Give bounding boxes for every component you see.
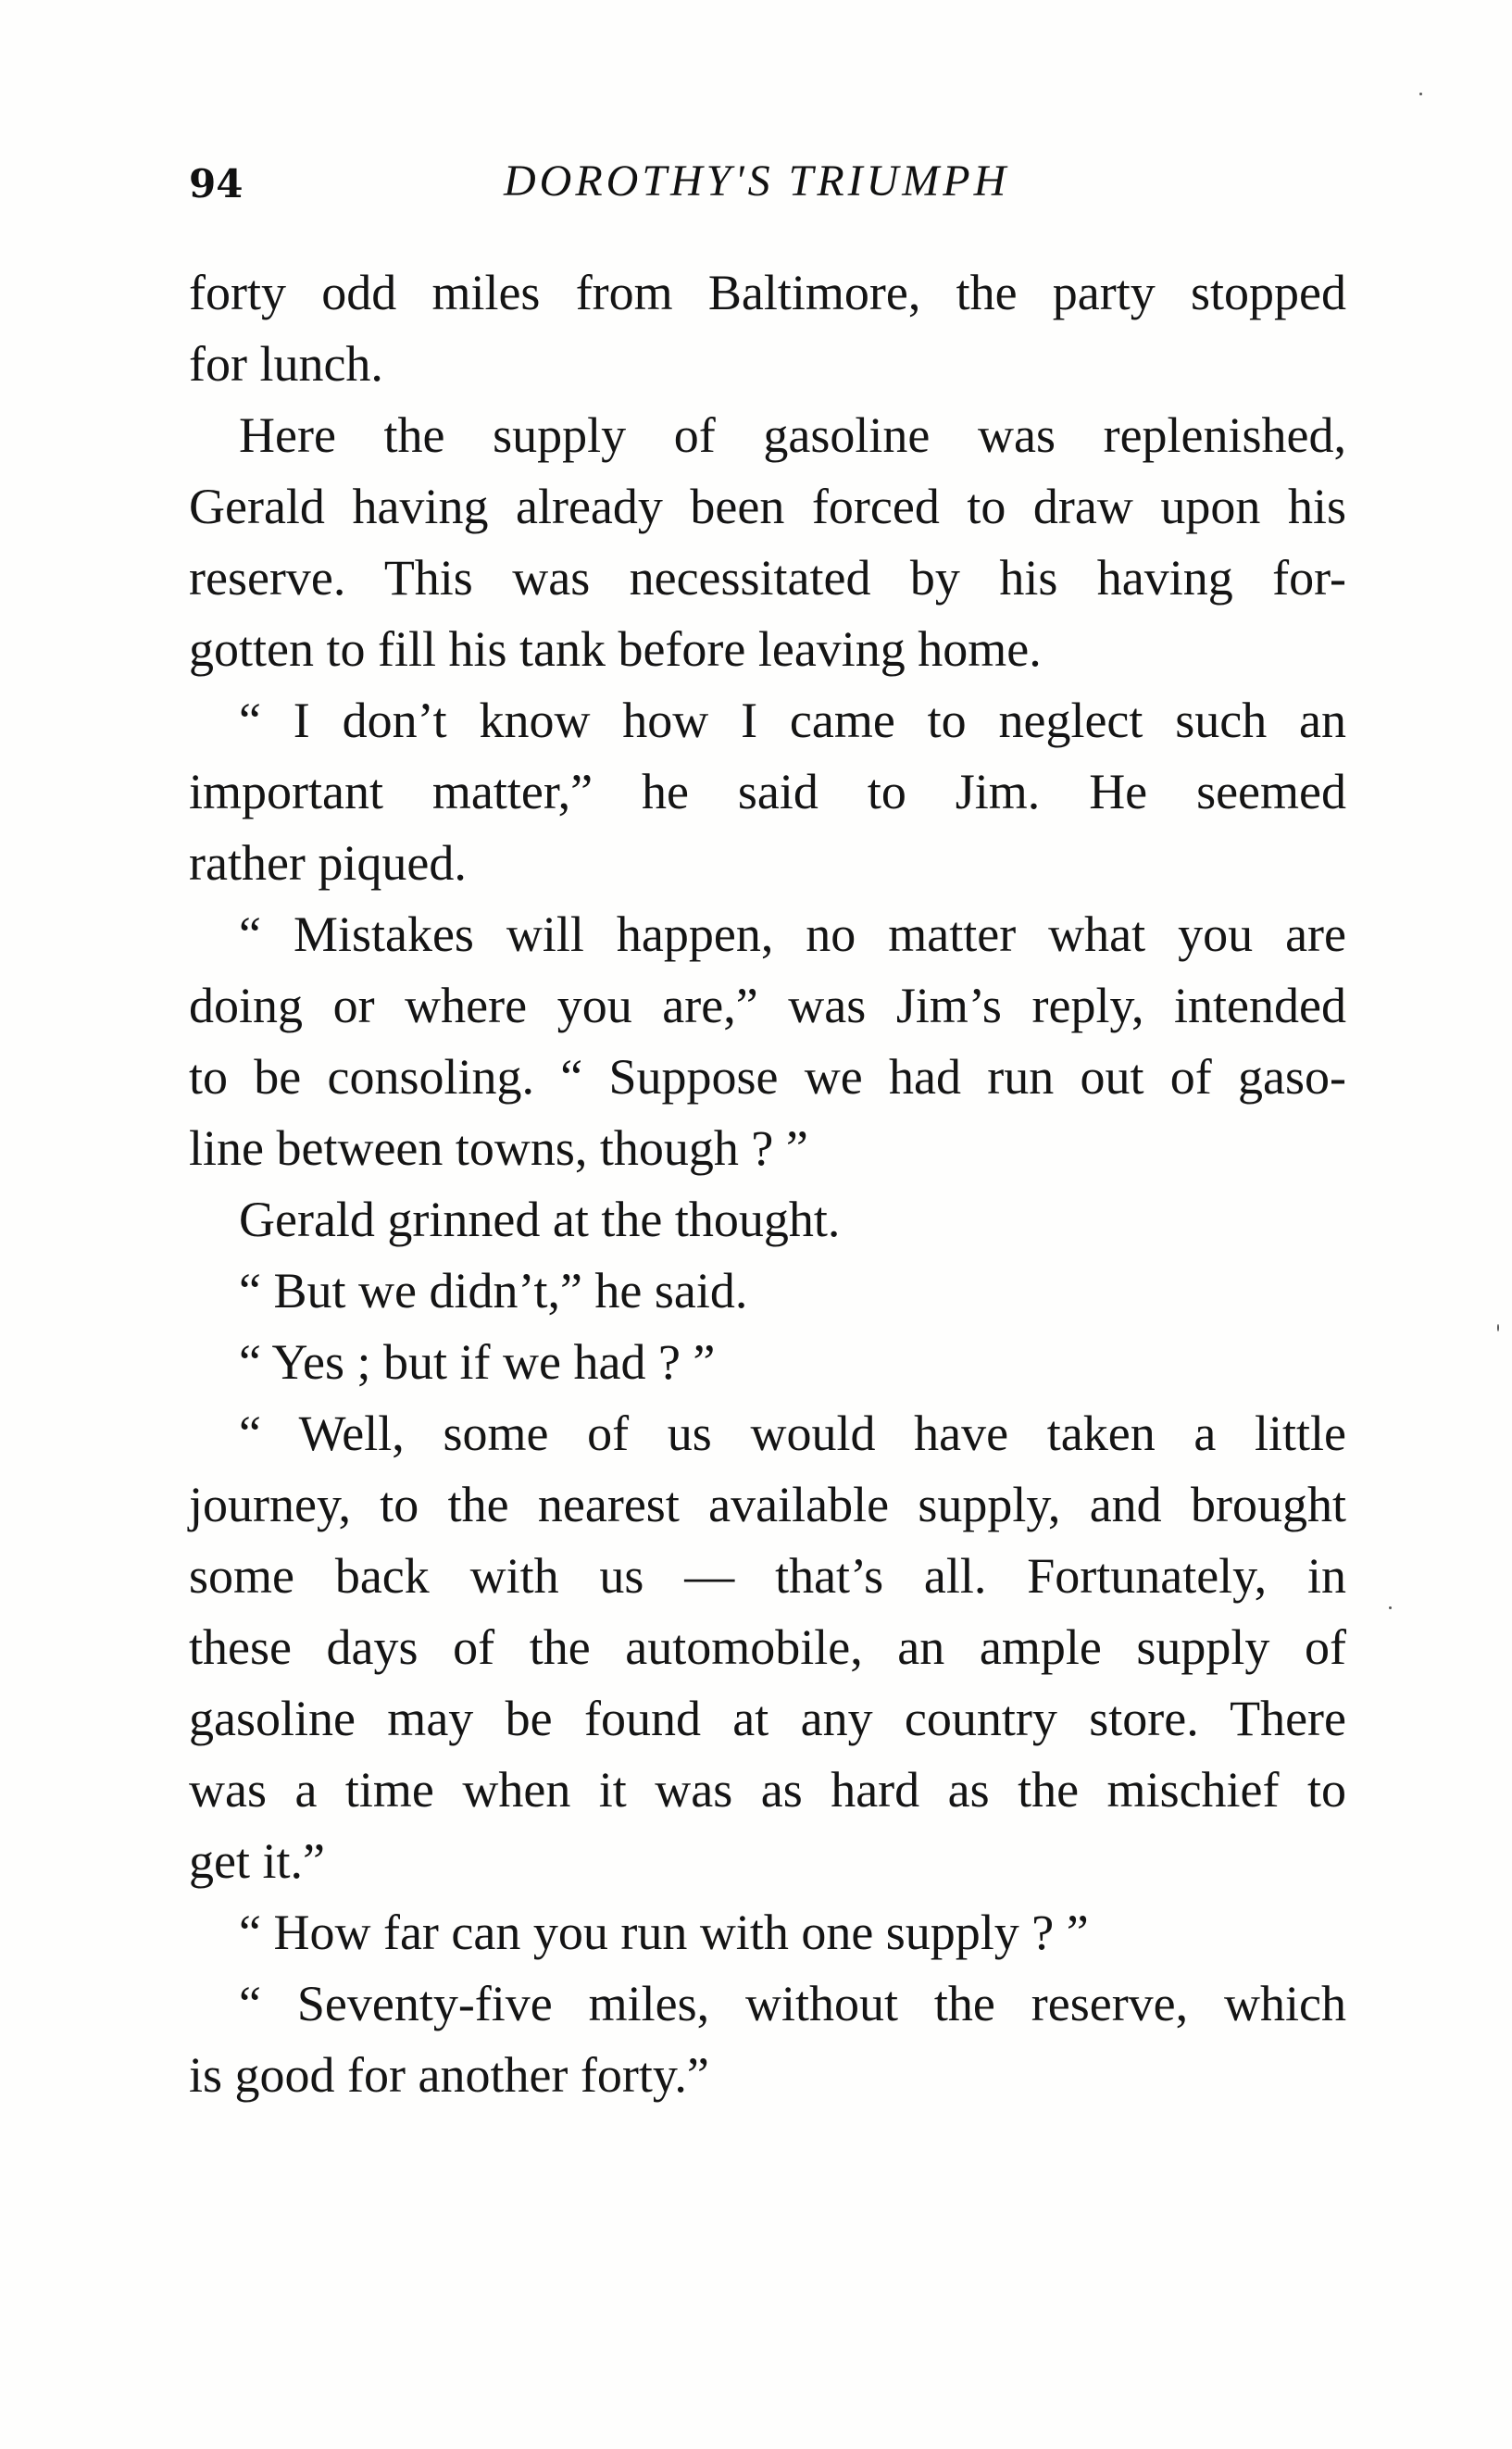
text-line: is good for another forty.” [189, 2047, 709, 2103]
paragraph [189, 685, 1346, 899]
paragraph [189, 1256, 1346, 1327]
body-text [189, 257, 1346, 2111]
text-line: important matter,” he said to Jim. He seemed [189, 764, 1346, 819]
text-line: some back with us — that’s all. Fortunately, in [189, 1548, 1346, 1604]
paper-speck [1389, 1606, 1392, 1609]
text-line: was a time when it was as hard as the mischief to [189, 1762, 1346, 1818]
text-line: journey, to the nearest available supply, and brought [189, 1477, 1346, 1532]
text-line: “ I don’t know how I came to neglect such an [239, 693, 1346, 748]
paragraph [189, 400, 1346, 685]
text-line: gasoline may be found at any country store. There [189, 1691, 1346, 1746]
paper-speck [1419, 93, 1422, 95]
text-line: “ Mistakes will happen, no matter what you are [239, 906, 1346, 962]
paper-speck [1497, 1324, 1499, 1331]
text-line: rather piqued. [189, 835, 467, 891]
text-line: “ How far can you run with one supply ? ” [239, 1905, 1089, 1960]
text-line: Gerald having already been forced to draw upon his [189, 479, 1346, 534]
text-line: for lunch. [189, 336, 383, 392]
paragraph [189, 257, 1346, 400]
text-line: to be consoling. “ Suppose we had run out of gaso- [189, 1049, 1346, 1105]
paragraph [189, 1968, 1346, 2111]
text-line: “ Seventy-five miles, without the reserve, which [239, 1976, 1346, 2031]
page-header [189, 148, 1346, 213]
paragraph [189, 1327, 1346, 1398]
text-line: “ Well, some of us would have taken a little [239, 1406, 1346, 1461]
text-line: reserve. This was necessitated by his having for- [189, 550, 1346, 606]
running-title: DOROTHY'S TRIUMPH [504, 156, 1010, 206]
paragraph [189, 1897, 1346, 1968]
text-line: gotten to fill his tank before leaving home. [189, 621, 1042, 677]
paragraph [189, 1398, 1346, 1897]
text-line: line between towns, though ? ” [189, 1120, 808, 1176]
text-line: Here the supply of gasoline was replenished, [239, 407, 1346, 463]
text-line: doing or where you are,” was Jim’s reply, intended [189, 978, 1346, 1033]
text-line: Gerald grinned at the thought. [239, 1192, 841, 1247]
page-number: 94 [189, 161, 244, 206]
text-line: “ Yes ; but if we had ? ” [239, 1334, 716, 1390]
text-line: these days of the automobile, an ample supply of [189, 1619, 1346, 1675]
paragraph [189, 899, 1346, 1184]
text-line: get it.” [189, 1833, 325, 1889]
text-line: forty odd miles from Baltimore, the party stopped [189, 265, 1346, 320]
paragraph [189, 1184, 1346, 1256]
text-line: “ But we didn’t,” he said. [239, 1263, 748, 1318]
